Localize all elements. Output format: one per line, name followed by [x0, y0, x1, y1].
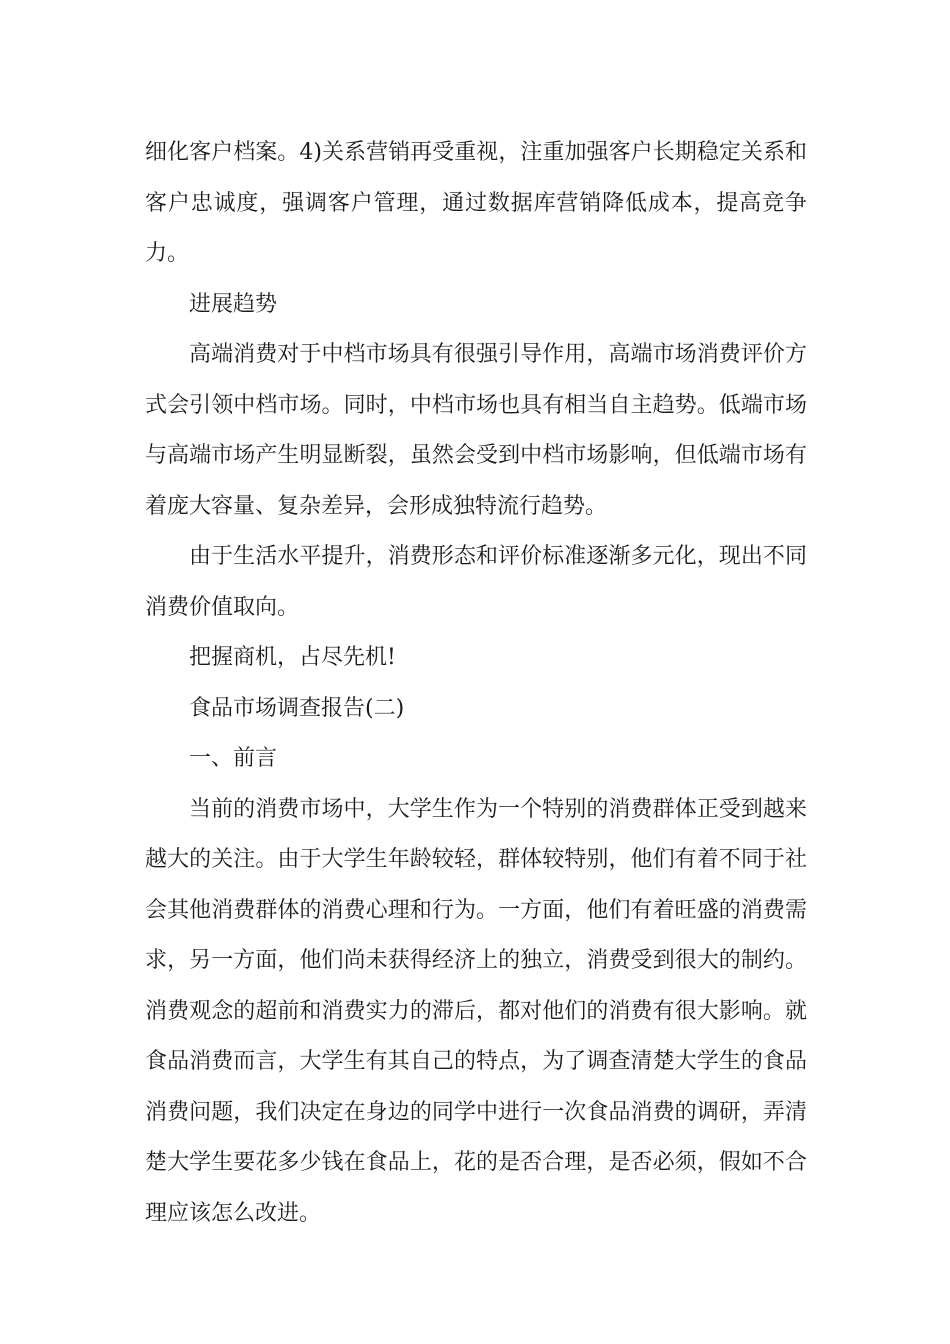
heading-report-two: 食品市场调查报告(二) [189, 695, 405, 721]
paragraph-high-end-consumption: 高端消费对于中档市场具有很强引导作用，高端市场消费评价方式会引领中档市场。同时，中档市场也具有相当自主趋势。低端市场与高端市场产生明显断裂，虽然会受到中档市场影响，但低端市场有着庞大容量、复杂差异，会形成独特流行趋势。 [145, 342, 807, 519]
paragraph-seize-opportunity: 把握商机，占尽先机! [189, 645, 396, 670]
heading-preface: 一、前言 [189, 746, 278, 771]
paragraph-living-standard: 由于生活水平提升，消费形态和评价标准逐渐多元化，现出不同消费价值取向。 [145, 544, 807, 620]
paragraph-continuation: 细化客户档案。4)关系营销再受重视，注重加强客户长期稳定关系和客户忠诚度，强调客户管理，通过数据库营销降低成本，提高竞争力。 [145, 140, 807, 266]
paragraph-preface-body: 当前的消费市场中，大学生作为一个特别的消费群体正受到越来越大的关注。由于大学生年龄较轻，群体较特别，他们有着不同于社会其他消费群体的消费心理和行为。一方面，他们有着旺盛的消费需求，另一方面，他们尚未获得经济上的独立，消费受到很大的制约。消费观念的超前和消费实力的滞后，都对他们的消费有很大影响。就食品消费而言，大学生有其自己的特点，为了调查清楚大学生的食品消费问题，我们决定在身边的同学中进行一次食品消费的调研，弄清楚大学生要花多少钱在食品上，花的是否合理，是否必须，假如不合理应该怎么改进。 [145, 796, 807, 1226]
heading-development-trend: 进展趋势 [189, 291, 278, 317]
document-body [145, 128, 807, 1239]
